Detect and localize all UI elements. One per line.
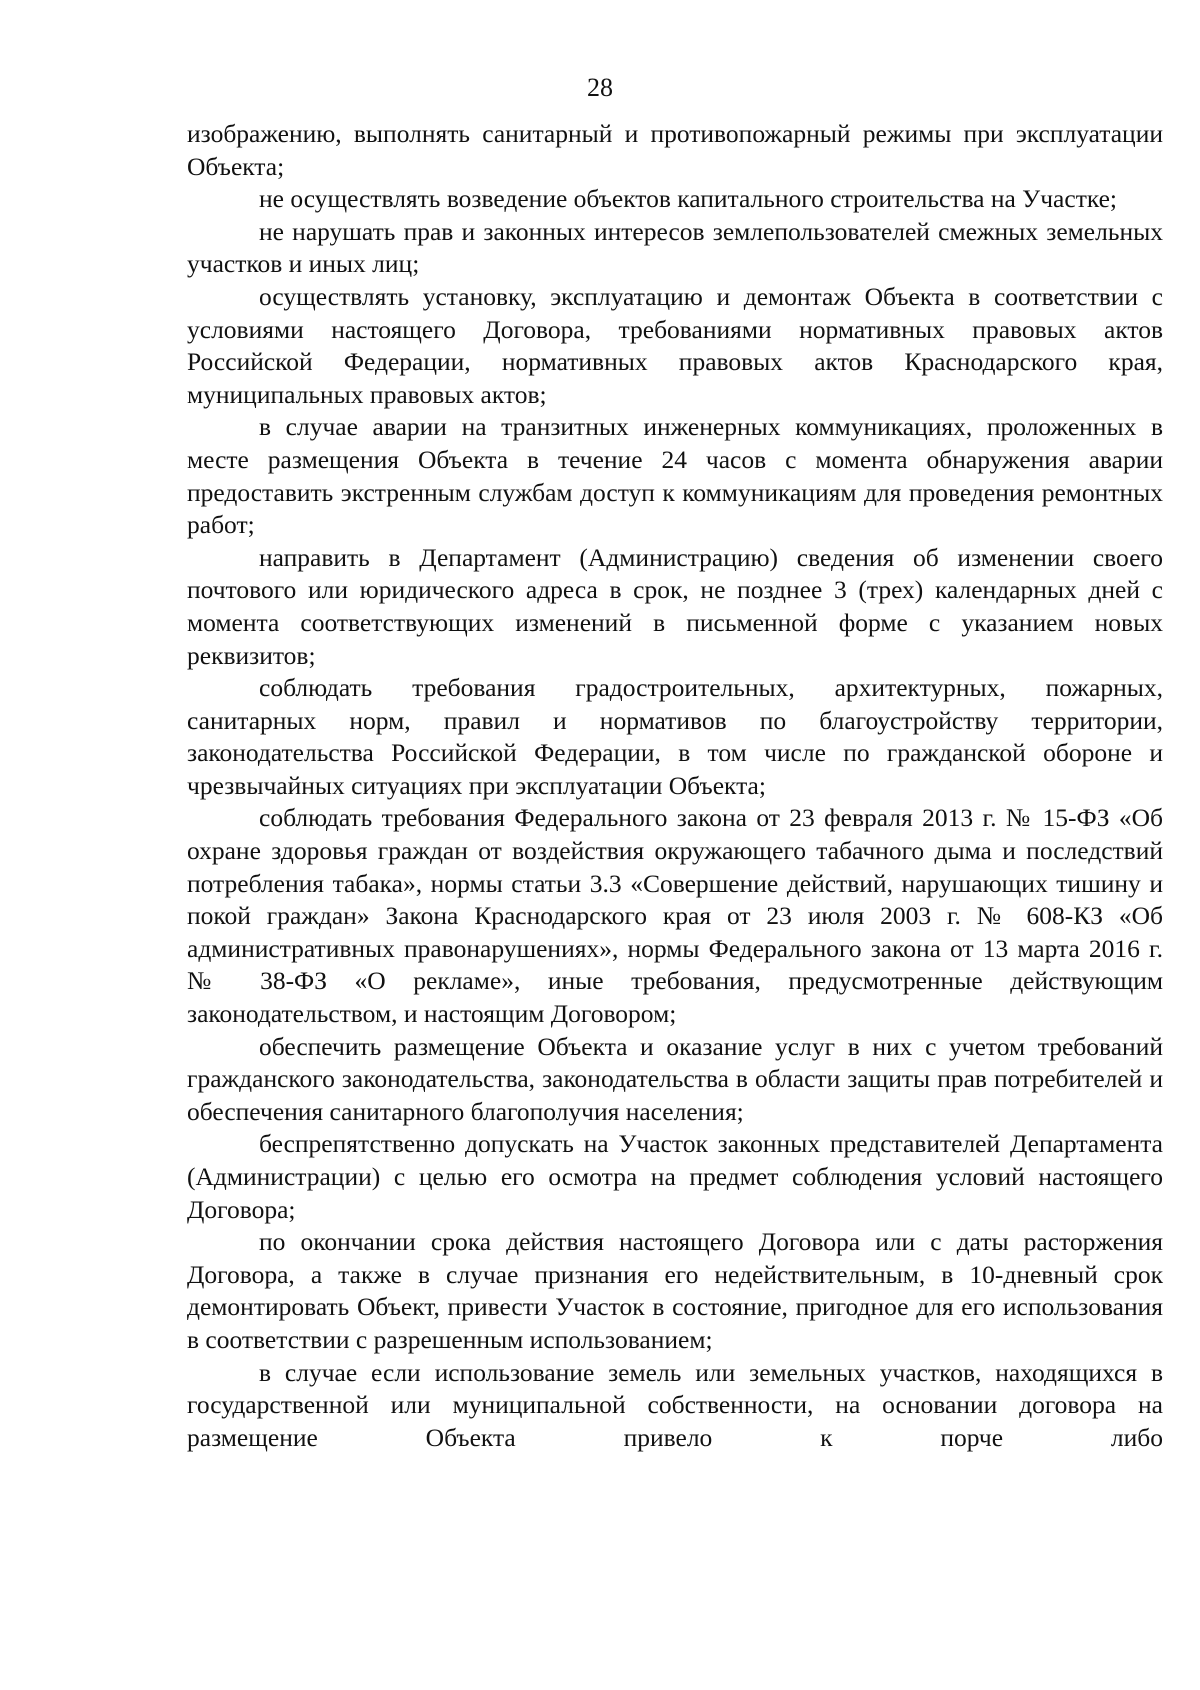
paragraph: осуществлять установку, эксплуатацию и демонтаж Объекта в соответствии с условиями настоящего Договора, требованиями нормативных правовых актов Российской Федерации, нормативных правовых актов Краснодарского края, муниципальных правовых актов;: [187, 281, 1163, 409]
paragraph: направить в Департамент (Администрацию) сведения об изменении своего почтового или юридического адреса в срок, не позднее 3 (трех) календарных дней с момента соответствующих изменений в письменной форме с указанием новых реквизитов;: [187, 542, 1163, 670]
paragraph: по окончании срока действия настоящего Договора или с даты расторжения Договора, а также в случае признания его недействительным, в 10-дневный срок демонтировать Объект, привести Участок в состояние, пригодное для его использования в соответствии с разрешенным использованием;: [187, 1227, 1163, 1354]
document-body: [187, 118, 1163, 1454]
paragraph: соблюдать требования Федерального закона от 23 февраля 2013 г. № 15-ФЗ «Об охране здоровья граждан от воздействия окружающего табачного дыма и последствий потребления табака», нормы статьи 3.3 «Совершение действий, нарушающих тишину и покой граждан» Закона Краснодарского края от 23 июля 2003 г. № 608-КЗ «Об административных правонарушениях», нормы Федерального закона от 13 марта 2016 г. № 38-ФЗ «О рекламе», иные требования, предусмотренные действующим законодательством, и настоящим Договором;: [187, 803, 1163, 1029]
paragraph: в случае аварии на транзитных инженерных коммуникациях, проложенных в месте размещения Объекта в течение 24 часов с момента обнаружения аварии предоставить экстренным службам доступ к коммуникациям для проведения ремонтных работ;: [187, 412, 1163, 540]
paragraph: беспрепятственно допускать на Участок законных представителей Департамента (Администрации) с целью его осмотра на предмет соблюдения условий настоящего Договора;: [187, 1129, 1163, 1224]
paragraph: обеспечить размещение Объекта и оказание услуг в них с учетом требований гражданского законодательства, законодательства в области защиты прав потребителей и обеспечения санитарного благополучия населения;: [187, 1031, 1163, 1126]
page-number: 28: [587, 73, 613, 102]
paragraph: соблюдать требования градостроительных, архитектурных, пожарных, санитарных норм, правил и нормативов по благоустройству территории, законодательства Российской Федерации, в том числе по гражданской обороне и чрезвычайных ситуациях при эксплуатации Объекта;: [187, 673, 1163, 800]
paragraph-continued: изображению, выполнять санитарный и противопожарный режимы при эксплуатации Объекта;: [187, 119, 1163, 181]
paragraph: не осуществлять возведение объектов капитального строительства на Участке;: [259, 184, 1117, 214]
paragraph-continues: в случае если использование земель или земельных участков, находящихся в государственной или муниципальной собственности, на основании договора на размещение Объекта привело к порче либо: [187, 1357, 1163, 1452]
paragraph: не нарушать прав и законных интересов землепользователей смежных земельных участков и иных лиц;: [187, 216, 1163, 279]
